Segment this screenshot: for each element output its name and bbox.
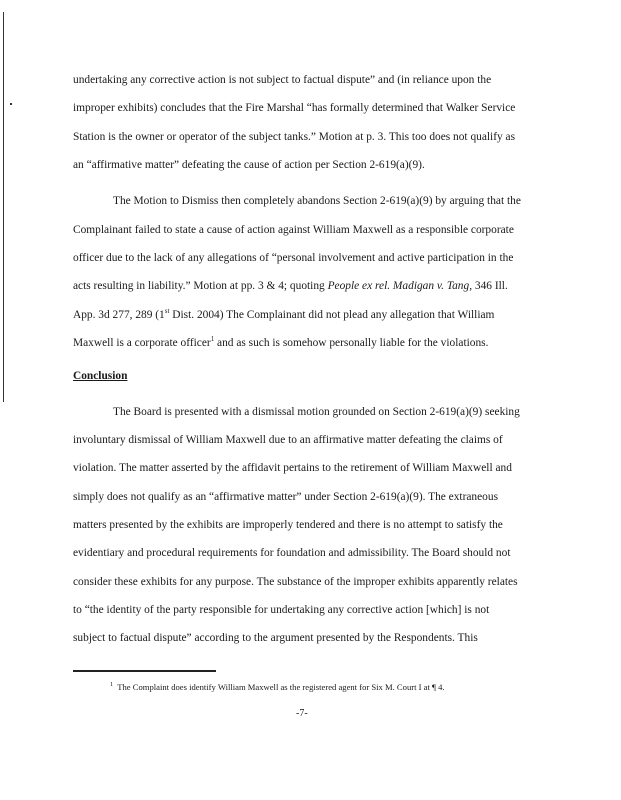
footnote (110, 682, 445, 692)
body-line-5: The Motion to Dismiss then completely abandons Section 2-619(a)(9) by arguing that the (113, 195, 521, 207)
citation-volume: , 346 Ill. (469, 280, 508, 292)
body-line-7: officer due to the lack of any allegations of “personal involvement and active participation in the (73, 252, 514, 264)
body-line-4: an “affirmative matter” defeating the cause of action per Section 2-619(a)(9). (73, 159, 425, 171)
scan-speck (10, 103, 12, 105)
body-line-18: to “the identity of the party responsible for undertaking any corrective action [which] is not (73, 604, 490, 616)
body-line-17: consider these exhibits for any purpose. The substance of the improper exhibits apparently relates (73, 576, 518, 588)
body-line-10-rest: and as such is somehow personally liable for the violations. (214, 337, 489, 349)
body-line-19: subject to factual dispute” according to the argument presented by the Respondents. This (73, 632, 478, 644)
body-line-8 (73, 279, 508, 293)
body-line-1: undertaking any corrective action is not subject to factual dispute” and (in reliance upon the (73, 74, 492, 86)
body-line-10 (73, 336, 488, 350)
section-heading-conclusion: Conclusion (73, 370, 128, 382)
page-number: -7- (296, 708, 308, 719)
footnote-mark: 1 (110, 681, 114, 689)
body-line-6: Complainant failed to state a cause of action against William Maxwell as a responsible corporate (73, 224, 514, 236)
footnote-ref: 1 (210, 335, 215, 344)
body-line-14: simply does not qualify as an “affirmative matter” under Section 2-619(a)(9). The extraneous (73, 491, 499, 503)
body-line-11: The Board is presented with a dismissal motion grounded on Section 2-619(a)(9) seeking (113, 406, 520, 418)
body-line-10-text: Maxwell is a corporate officer (73, 337, 211, 349)
ordinal-suffix: st (164, 307, 170, 316)
case-citation: People ex rel. Madigan v. Tang (327, 280, 470, 292)
body-line-9-text: Dist. 2004) The Complainant did not plead any allegation that William (169, 309, 495, 321)
body-line-8-text: acts resulting in liability.” Motion at pp. 3 & 4; quoting (73, 280, 328, 292)
body-line-16: evidentiary and procedural requirements for foundation and admissibility. The Board should not (73, 547, 511, 559)
citation-reporter: App. 3d 277, 289 (1 (73, 309, 165, 321)
body-line-12: involuntary dismissal of William Maxwell due to an affirmative matter defeating the claims of (73, 434, 503, 446)
body-line-13: violation. The matter asserted by the affidavit pertains to the retirement of William Maxwell and (73, 462, 512, 474)
scan-edge-line (3, 12, 4, 402)
body-line-2: improper exhibits) concludes that the Fire Marshal “has formally determined that Walker Service (73, 102, 516, 114)
body-line-9 (73, 308, 494, 322)
footnote-text: The Complaint does identify William Maxwell as the registered agent for Six M. Court I at ¶ 4. (117, 682, 445, 692)
footnote-divider (73, 670, 216, 672)
body-line-3: Station is the owner or operator of the subject tanks.” Motion at p. 3. This too does not qualify as (73, 131, 516, 143)
body-line-15: matters presented by the exhibits are improperly tendered and there is no attempt to satisfy the (73, 519, 503, 531)
